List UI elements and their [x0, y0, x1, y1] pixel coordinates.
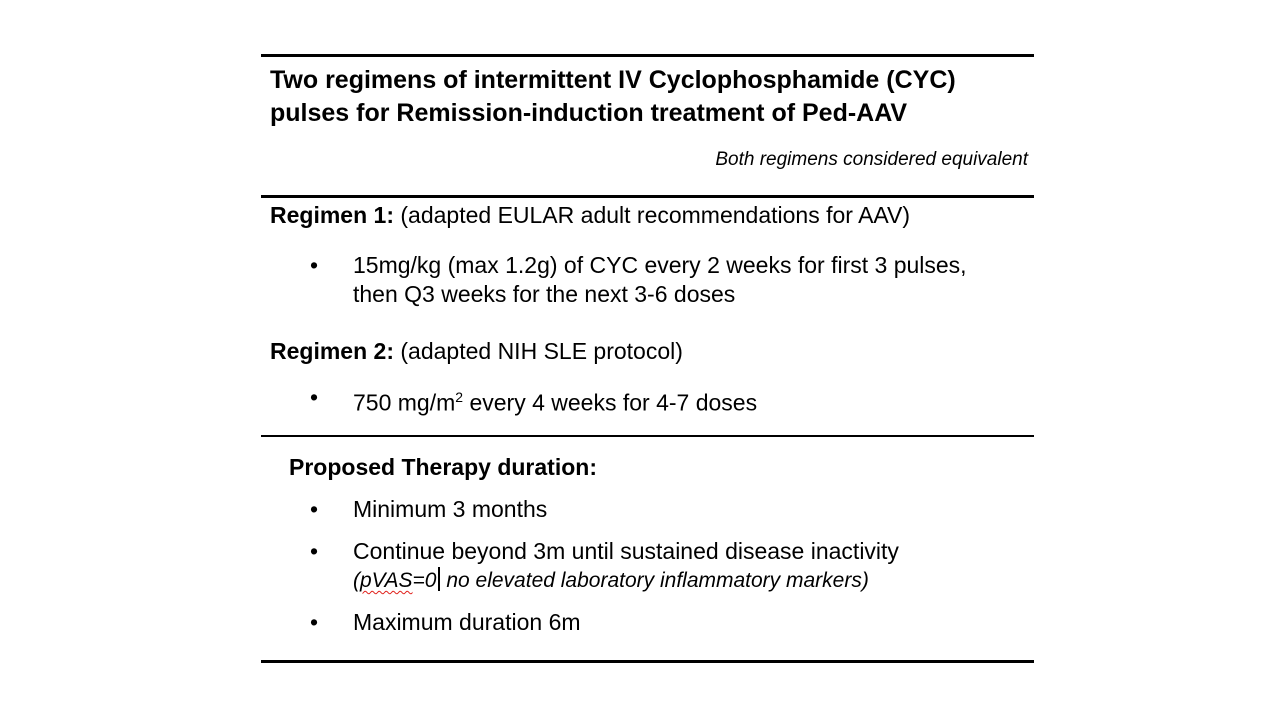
slide-title [270, 64, 956, 130]
bullet-icon: • [310, 609, 319, 635]
bullet-icon: • [310, 252, 319, 278]
bottom-rule [261, 660, 1034, 663]
duration-item-continue-line-2-rest: no elevated laboratory inflammatory markers) [440, 569, 869, 592]
bullet-icon: • [310, 384, 319, 410]
regimen-1-bullet-line-1: 15mg/kg (max 1.2g) of CYC every 2 weeks for first 3 pulses, [353, 252, 967, 278]
spellcheck-flagged-word: pVAS [360, 569, 413, 592]
regimen-2-bullet-text [353, 383, 757, 418]
title-line-2: pulses for Remission-induction treatment of Ped-AAV [270, 99, 908, 127]
duration-heading: Proposed Therapy duration: [289, 454, 597, 480]
regimen-2-description: (adapted NIH SLE protocol) [393, 338, 683, 364]
dose-schedule-text: every 4 weeks for 4-7 doses [463, 389, 758, 416]
regimen-1-heading [270, 201, 910, 230]
pvas-value: =0 [412, 569, 437, 592]
text-cursor [438, 567, 440, 591]
duration-item-text: Minimum 3 months [353, 496, 548, 522]
regimen-1-bullet-line-2: then Q3 weeks for the next 3-6 doses [353, 281, 736, 307]
regimen-1-label: Regimen 1: [270, 202, 394, 228]
duration-item-continue-line-1: Continue beyond 3m until sustained disease inactivity [353, 538, 899, 564]
paren-open: ( [353, 569, 360, 592]
regimen-divider [261, 435, 1034, 437]
duration-item-continue-line-2 [353, 566, 899, 595]
title-line-1: Two regimens of intermittent IV Cyclophosphamide (CYC) [270, 66, 956, 94]
top-rule [261, 54, 1034, 57]
header-divider [261, 195, 1034, 198]
duration-item-text: Maximum duration 6m [353, 609, 581, 635]
bullet-icon: • [310, 496, 319, 522]
regimen-1-description: (adapted EULAR adult recommendations for AAV) [393, 202, 911, 228]
dose-text: 750 mg/m [353, 389, 456, 416]
dose-superscript: 2 [455, 389, 464, 405]
bullet-icon: • [310, 538, 319, 564]
regimen-2-label: Regimen 2: [270, 338, 394, 364]
regimen-2-heading [270, 337, 683, 366]
subtitle-equivalence-note: Both regimens considered equivalent [715, 149, 1028, 170]
